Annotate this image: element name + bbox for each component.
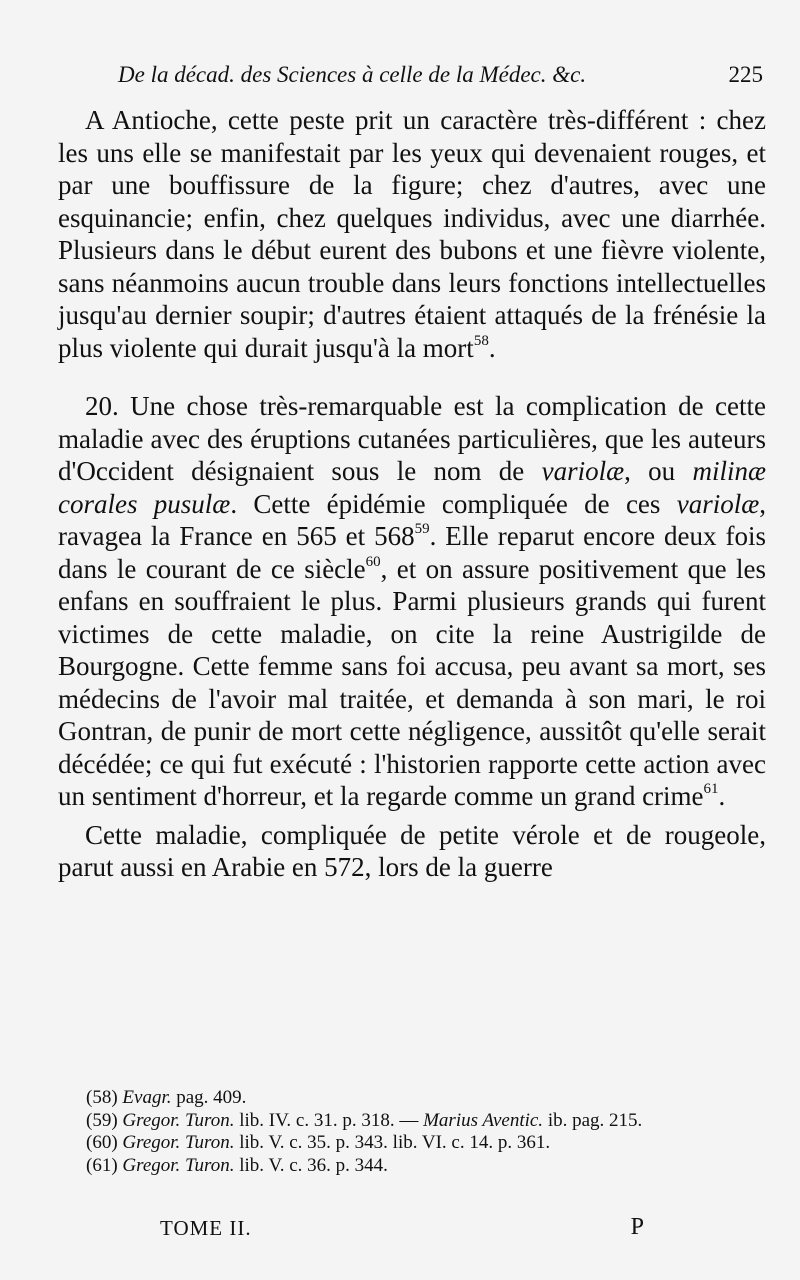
footnote-number: (61) — [86, 1154, 118, 1176]
footnote-text: lib. IV. c. 31. p. 318. — — [234, 1109, 424, 1131]
footnote-58 — [60, 1087, 760, 1110]
footnote-text: ib. pag. 215. — [543, 1109, 643, 1131]
footnote-text: pag. 409. — [171, 1087, 247, 1108]
footnote-number: (60) — [86, 1132, 118, 1153]
paragraph-text: , ou — [624, 456, 693, 486]
signature-mark: P — [630, 1214, 645, 1240]
footnote-ref-58: 58 — [473, 332, 489, 349]
paragraph-text: , ravagea la France en 565 et 568 — [58, 488, 766, 551]
paragraph-text: A Antioche, cette peste prit un caractère très-différent : chez les uns elle se manifestait par les yeux qui devenaient rouges, et par une bouffissure de la figure; chez d'autres, avec une esquinancie; enfin, chez quelques individus, avec une diarrhée. Plusieurs dans le début eurent des bubons et une fièvre violente, sans néanmoins aucun trouble dans leurs fonctions intellectuelles jusqu'au dernier soupir; d'autres étaient attaqués de la frénésie la plus violente qui durait jusqu'à la mort — [58, 105, 766, 363]
paragraph-complication — [58, 390, 766, 813]
footnote-text: lib. V. c. 35. p. 343. lib. VI. c. 14. p. 361. — [234, 1132, 551, 1153]
page-footer — [160, 1216, 645, 1246]
footnote-60 — [60, 1132, 760, 1155]
footnote-ref-59: 59 — [414, 521, 430, 537]
footnote-author: Gregor. Turon. — [122, 1109, 235, 1131]
footnote-author: Marius Aventic. — [423, 1109, 544, 1131]
page-number: 225 — [728, 62, 763, 87]
paragraph-text: , et on assure positivement que les enfans en souffraient le plus. Parmi plusieurs grands qui furent victimes de cette maladie, on cite la reine Austrigilde de Bourgogne. Cette femme sans foi accusa, peu avant sa mort, ses médecins de l'avoir mal traitée, et demanda à son mari, le roi Gontran, de punir de mort cette négligence, aussitôt qu'elle serait décédée; ce qui fut exécuté : l'historien rapporte cette action avec un sentiment d'horreur, et la regarde comme un grand crime — [58, 553, 766, 811]
footnote-number: (58) — [86, 1087, 118, 1108]
footnote-ref-60: 60 — [365, 553, 381, 570]
italic-term: variolæ — [541, 456, 625, 486]
paragraph-text: 20. Une chose très-remarquable est la complication de cette maladie avec des éruptions cutanées particulières, que les auteurs d'Occident désignaient sous le nom de — [58, 391, 766, 486]
footnote-number: (59) — [86, 1109, 118, 1131]
footnotes — [60, 1087, 760, 1177]
italic-term: milinæ corales pusulæ — [58, 456, 766, 519]
paragraph-arabia — [58, 819, 766, 884]
footnote-author: Evagr. — [122, 1087, 172, 1108]
footnote-text: lib. V. c. 36. p. 344. — [234, 1154, 388, 1176]
paragraph-text: . — [718, 781, 726, 811]
footnote-author: Gregor. Turon. — [122, 1154, 235, 1176]
running-header — [118, 62, 763, 92]
main-text — [58, 104, 766, 884]
footnote-author: Gregor. Turon. — [122, 1132, 235, 1153]
paragraph-text: Cette maladie, compliquée de petite vérole et de rougeole, parut aussi en Arabie en 572, lors de la guerre — [58, 819, 766, 882]
paragraph-end: . — [488, 332, 496, 363]
footnote-ref-61: 61 — [703, 781, 719, 797]
volume-label: TOME II. — [160, 1216, 252, 1240]
italic-term: variolæ — [676, 488, 760, 519]
paragraph-text: . Cette épidémie compliquée de ces — [230, 488, 677, 519]
running-title: De la décad. des Sciences à celle de la Médec. &c. — [118, 62, 587, 87]
footnote-61 — [60, 1155, 760, 1178]
paragraph-text: . Elle reparut encore deux fois dans le courant de ce siècle — [58, 521, 766, 584]
paragraph-antioch — [58, 104, 766, 364]
footnote-59 — [60, 1110, 760, 1133]
